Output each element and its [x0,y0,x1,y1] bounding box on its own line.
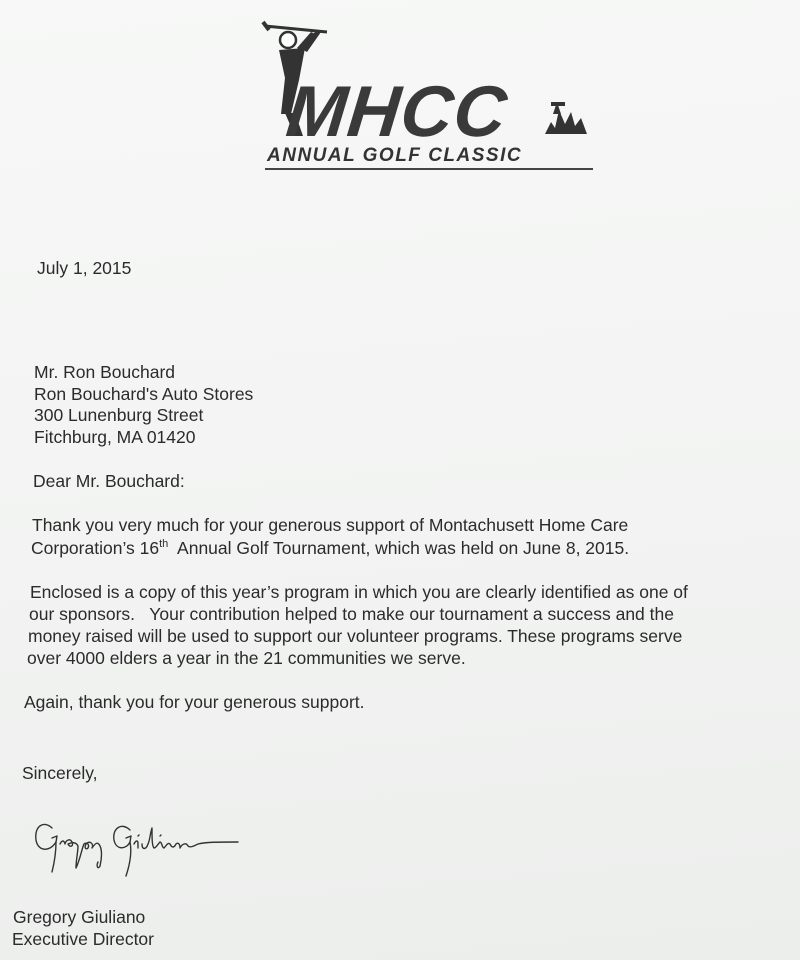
recipient-street: 300 Lunenburg Street [34,405,204,425]
paragraph-2-line-1: Enclosed is a copy of this year’s program in which you are clearly identified as one of [30,582,688,602]
paragraph-2-line-4: over 4000 elders a year in the 21 communities we serve. [27,648,466,668]
handwritten-signature [30,808,270,888]
paragraph-2-line-2: our sponsors. Your contribution helped to make our tournament a success and the [29,604,674,624]
paragraph-2-line-3: money raised will be used to support our volunteer programs. These programs serve [28,626,683,646]
logo-subtitle: ANNUAL GOLF CLASSIC [267,145,523,166]
ordinal-suffix: th [159,538,169,550]
mhcc-golf-logo [255,18,600,173]
closing: Sincerely, [22,763,98,783]
logo-wordmark: MHCC [282,72,512,152]
letter-date: July 1, 2015 [37,258,132,278]
paragraph-1-line-2 [31,538,629,559]
recipient-city: Fitchburg, MA 01420 [34,427,196,447]
recipient-company: Ron Bouchard's Auto Stores [34,384,254,404]
paragraph-1-line-1: Thank you very much for your generous support of Montachusett Home Care [32,515,629,535]
p1-line2-start: Corporation’s 16 [31,538,160,558]
signer-name: Gregory Giuliano [13,907,146,927]
p1-line2-end: Annual Golf Tournament, which was held on June 8, 2015. [168,538,630,558]
salutation: Dear Mr. Bouchard: [33,471,185,491]
recipient-name: Mr. Ron Bouchard [34,362,176,382]
logo-underline [265,168,593,170]
paragraph-3: Again, thank you for your generous support. [24,692,365,712]
signer-title: Executive Director [12,929,154,949]
